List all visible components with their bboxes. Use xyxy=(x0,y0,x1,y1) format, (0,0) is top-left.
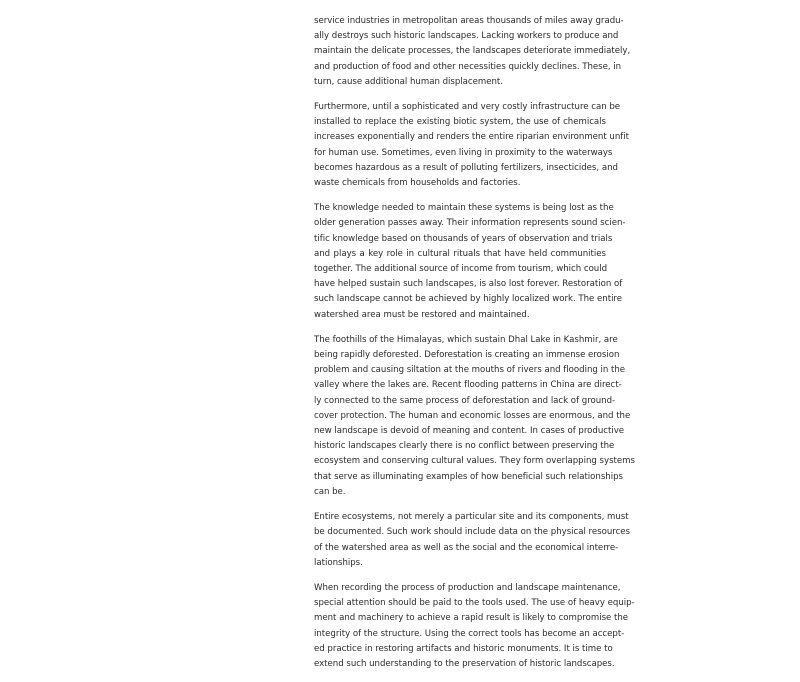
text-line: together. The additional source of income from tourism, which could xyxy=(314,264,608,275)
text-line: ed practice in restoring artifacts and historic monuments. It is time to xyxy=(314,643,613,654)
text-line: for human use. Sometimes, even living in proximity to the waterways xyxy=(314,147,613,158)
text-line: be documented. Such work should include data on the physical resources xyxy=(314,527,631,538)
text-column xyxy=(314,14,635,682)
text-line: lationships. xyxy=(314,557,363,568)
text-line: increases exponentially and renders the entire riparian environment unfit xyxy=(314,132,629,143)
text-line: ment and machinery to achieve a rapid result is likely to compromise the xyxy=(314,613,629,624)
text-line: Entire ecosystems, not merely a particular site and its components, must xyxy=(314,512,629,523)
text-line: that serve as illuminating examples of how beneficial such relationships xyxy=(314,471,623,482)
text-line: turn, cause additional human displacement. xyxy=(314,76,503,87)
text-line: The knowledge needed to maintain these systems is being lost as the xyxy=(314,203,614,214)
text-line: ally destroys such historic landscapes. Lacking workers to produce and xyxy=(314,31,619,42)
text-line: service industries in metropolitan areas thousands of miles away gradu- xyxy=(314,16,624,26)
text-line: maintain the delicate processes, the landscapes deteriorate immediately, xyxy=(314,46,631,57)
paragraph-1 xyxy=(314,14,631,90)
text-line: and plays a key role in cultural rituals that have held communities xyxy=(314,248,606,259)
text-line: integrity of the structure. Using the correct tools has become an accept- xyxy=(314,628,625,639)
text-line: tific knowledge based on thousands of years of observation and trials xyxy=(314,233,613,244)
text-line: of the watershed area as well as the social and the economical interre- xyxy=(314,542,619,553)
text-line: such landscape cannot be achieved by highly localized work. The entire xyxy=(314,294,623,305)
text-line: ecosystem and conserving cultural values. They form overlapping systems xyxy=(314,456,635,467)
paragraph-3 xyxy=(314,201,626,323)
text-line: waste chemicals from households and factories. xyxy=(314,178,521,189)
text-line: older generation passes away. Their information represents sound scien- xyxy=(314,218,626,229)
text-line: can be. xyxy=(314,486,346,497)
text-line: cover protection. The human and economic losses are enormous, and the xyxy=(314,410,631,421)
text-line: extend such understanding to the preservation of historic landscapes. xyxy=(314,658,615,669)
text-line: have helped sustain such landscapes, is also lost forever. Restoration of xyxy=(314,279,623,290)
text-line: problem and causing siltation at the mouths of rivers and flooding in the xyxy=(314,365,626,376)
text-line: When recording the process of production and landscape maintenance, xyxy=(314,582,621,593)
text-line: being rapidly deforested. Deforestation is creating an immense erosion xyxy=(314,350,620,361)
text-line: ly connected to the same process of deforestation and lack of ground- xyxy=(314,395,616,406)
paragraph-4 xyxy=(314,333,635,500)
text-line: new landscape is devoid of meaning and content. In cases of productive xyxy=(314,426,625,437)
text-line: historic landscapes clearly there is no conflict between preserving the xyxy=(314,441,615,452)
text-line: special attention should be paid to the tools used. The use of heavy equip- xyxy=(314,598,635,609)
text-line: becomes hazardous as a result of polluting fertilizers, insecticides, and xyxy=(314,162,618,173)
text-line: installed to replace the existing biotic system, the use of chemicals xyxy=(314,117,606,128)
paragraph-5 xyxy=(314,510,631,571)
paragraph-6 xyxy=(314,581,635,672)
text-line: watershed area must be restored and maintained. xyxy=(314,309,530,320)
text-line: valley where the lakes are. Recent flooding patterns in China are direct- xyxy=(314,380,622,391)
text-line: The foothills of the Himalayas, which sustain Dhal Lake in Kashmir, are xyxy=(314,334,618,345)
text-line: and production of food and other necessities quickly declines. These, in xyxy=(314,61,622,72)
paragraph-2 xyxy=(314,100,629,191)
text-line: Furthermore, until a sophisticated and very costly infrastructure can be xyxy=(314,102,621,113)
